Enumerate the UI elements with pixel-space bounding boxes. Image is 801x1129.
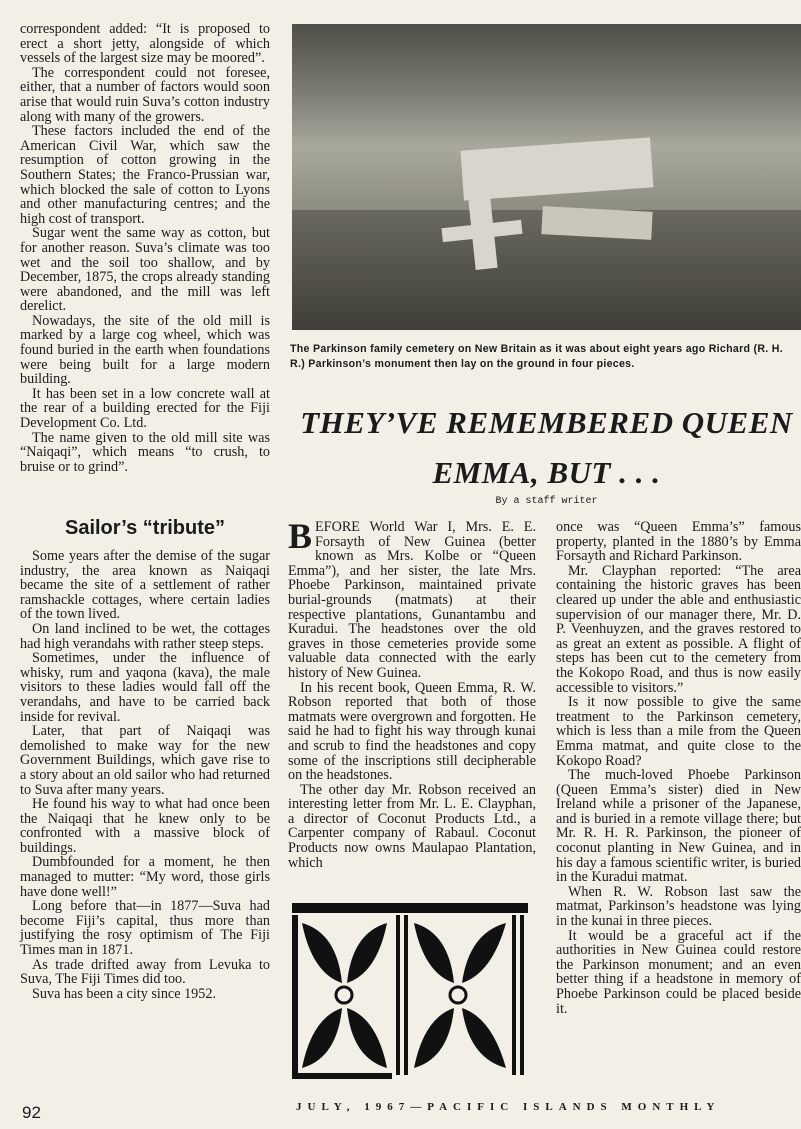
- ornament-mid-bar-1: [396, 915, 400, 1075]
- ornament-leaves-left: [302, 923, 387, 1068]
- ornament-leaves-right: [414, 923, 506, 1068]
- ornament-right-bar-1: [512, 915, 516, 1075]
- paragraph: The correspondent could not foresee, either, that a number of factors would soon arise that would ruin Suva’s cotton industry along with many of the growers.: [20, 64, 270, 125]
- paragraph: These factors included the end of the American Civil War, which saw the resumption of cotton growing in the Southern States; the Franco-Prussian war, which blocked the sale of cotton to Lyons and other manufacturing centres; and the high cost of transport.: [20, 123, 270, 227]
- paragraph: It has been set in a low concrete wall at the rear of a building erected for the Fiji Development Co. Ltd.: [20, 385, 270, 432]
- byline: By a staff writer: [495, 496, 598, 507]
- ornament-bottom-bar: [292, 1073, 392, 1079]
- paragraph: Mr. Clayphan reported: “The area containing the historic graves has been cleared up under the able and enthusiastic supervision of our manager there, Mr. D. P. Veenhuyzen, and the graves restored to as great an extent as possible. A flight of steps has been cut to the cemetery from the Kokopo Road, and thus is now easily accessible to visitors.”: [556, 562, 801, 696]
- paragraph: Sugar went the same way as cotton, but for another reason. Suva’s climate was too wet and the soil too shallow, and by December, 1875, the crops already standing were abandoned, and the mill was left derelict.: [20, 225, 270, 315]
- leaf-ornament: [292, 903, 528, 1081]
- paragraph: Suva has been a city since 1952.: [32, 985, 216, 1002]
- section-subhead: Sailor’s “tribute”: [64, 517, 226, 539]
- paragraph: The other day Mr. Robson received an interesting letter from Mr. L. E. Clayphan, a director of Coconut Products Ltd., a Carpenter company of Rabaul. Coconut Products now owns Maulapao Plantation, which: [288, 781, 536, 871]
- page-number: 92: [22, 1103, 41, 1122]
- headline-line-1: THEY’VE REMEMBERED QUEEN: [300, 405, 793, 440]
- paragraph: BEFORE World War I, Mrs. E. E. Forsayth of New Guinea (better known as Mrs. Kolbe or “Queen Emma”), and her sister, the late Mrs. Phoebe Parkinson, maintained private burial-grounds (matmats) at their respective plantations, Gunantambu and Kuradui. The headstones over the old graves in those cemeteries provide some valuable data connected with the early history of New Guinea.: [288, 516, 536, 681]
- ornament-top-bar: [292, 903, 528, 913]
- ornament-left-bar: [292, 915, 298, 1079]
- paragraph: The name given to the old mill site was “Naiqaqi”, which means “to crush, to bruise or to grind”.: [20, 429, 270, 475]
- column-1-bottom: [20, 549, 270, 1001]
- paragraph: On land inclined to be wet, the cottages had high verandahs with rather steep steps.: [20, 620, 270, 652]
- paragraph: Long before that—in 1877—Suva had become Fiji’s capital, thus more than justifying the rosy optimism of The Fiji Times man in 1871.: [20, 898, 270, 959]
- paragraph: Dumbfounded for a moment, he then managed to mutter: “My word, those girls have done well!”: [20, 854, 270, 900]
- paragraph: As trade drifted away from Levuka to Suva, The Fiji Times did too.: [20, 956, 270, 988]
- paragraph: It would be a graceful act if the authorities in New Guinea could restore the Parkinson monument; and an even better thing if a headstone in memory of Phoebe Parkinson could be placed beside it.: [556, 927, 801, 1017]
- paragraph: Later, that part of Naiqaqi was demolished to make way for the new Government Buildings, which gave rise to a story about an old sailor who had returned to Suva after many years.: [20, 723, 270, 798]
- paragraph: Is it now possible to give the same treatment to the Parkinson cemetery, which is less than a mile from the Queen Emma matmat, and quite close to the Kokopo Road?: [556, 694, 801, 769]
- ornament-mid-bar-2: [404, 915, 408, 1075]
- paragraph: He found his way to what had once been the Naiqaqi that he knew only to be confronted with a massive block of buildings.: [20, 796, 270, 856]
- ornament-right-bar-2: [520, 915, 524, 1075]
- paragraph: Sometimes, under the influence of whisky, rum and yaqona (kava), the male visitors to these ladies would fall off the verandahs, and have to be carried back inside for revival.: [20, 650, 270, 725]
- paragraph: In his recent book, Queen Emma, R. W. Robson reported that both of those matmats were overgrown and forgotten. He said he had to fight his way through kunai and scrub to find the headstones and copy some of the inscriptions still decipherable on the headstones.: [288, 679, 536, 784]
- cemetery-photo: [292, 24, 801, 330]
- photo-caption: The Parkinson family cemetery on New Britain as it was about eight years ago Richard (R. H. R.) Parkinson’s monument then lay on the ground in four pieces.: [290, 343, 783, 370]
- paragraph: once was “Queen Emma’s” famous property, planted in the 1880’s by Emma Forsayth and Richard Parkinson.: [556, 519, 801, 565]
- drop-cap: B: [288, 516, 313, 556]
- column-3: [556, 520, 801, 1016]
- paragraph: When R. W. Robson last saw the matmat, Parkinson’s headstone was lying in the kunai in three pieces.: [556, 883, 801, 930]
- footer-issue-line: JULY, 1967—PACIFIC ISLANDS MONTHLY: [296, 1101, 721, 1113]
- paragraph: correspondent added: “It is proposed to erect a short jetty, alongside of which vessels of the largest size may be moored”.: [20, 21, 270, 67]
- paragraph: The much-loved Phoebe Parkinson (Queen Emma’s sister) died in New Ireland while a prisoner of the Japanese, and is buried in a remote village there; but Mr. R. H. R. Parkinson, the pioneer of coconut planting in New Guinea, and in his day a famous scientific writer, is buried in the Kuradui matmat.: [556, 767, 801, 886]
- paragraph: Nowadays, the site of the old mill is marked by a large cog wheel, which was found buried in the earth when foundations were being built for a large modern building.: [20, 312, 270, 388]
- paragraph: Some years after the demise of the sugar industry, the area known as Naiqaqi became the site of a settlement of rather ramshackle cottages, where certain ladies of the town lived.: [20, 548, 270, 623]
- photo-stone-fragment: [541, 206, 652, 240]
- column-1-top: [20, 22, 270, 474]
- article-headline: [292, 398, 801, 498]
- column-2: [288, 516, 536, 871]
- photo-headstone-slab: [460, 137, 653, 200]
- headline-line-2: EMMA, BUT . . .: [432, 455, 661, 490]
